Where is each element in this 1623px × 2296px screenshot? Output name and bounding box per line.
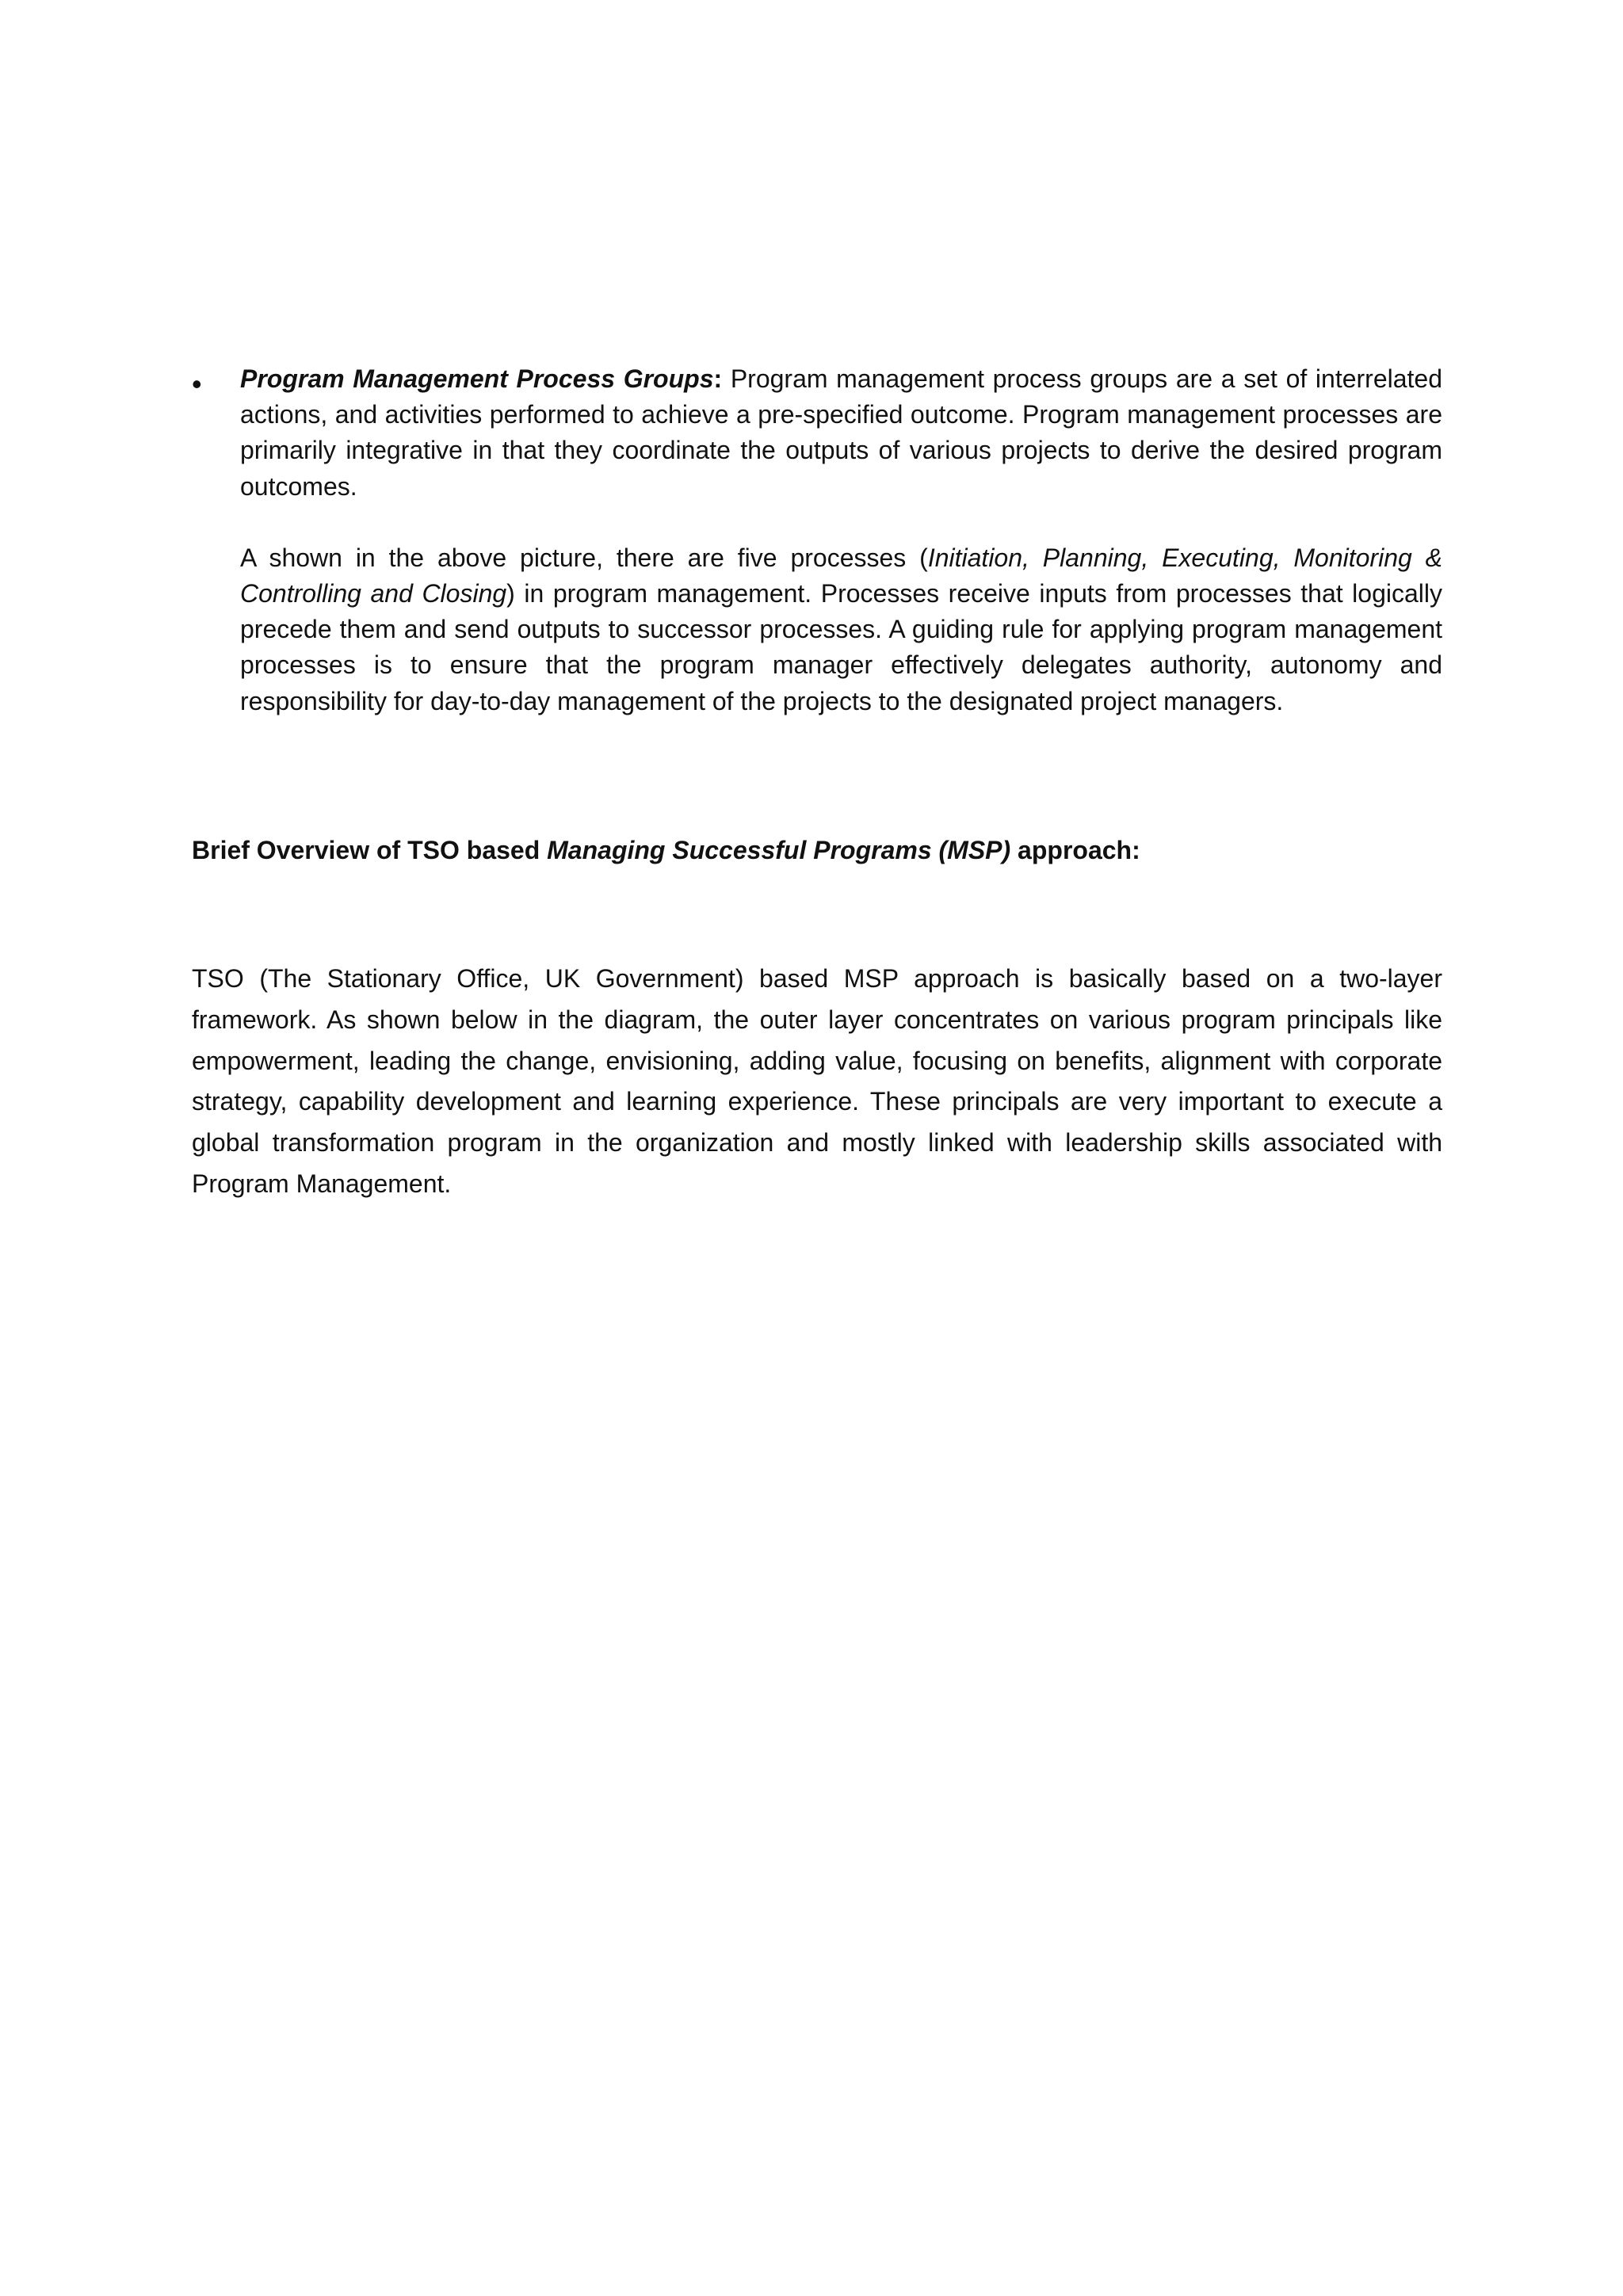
bullet-para2-prefix: A shown in the above picture, there are five processes ( xyxy=(240,543,928,572)
bullet-paragraph-1 xyxy=(240,361,1442,505)
bullet-term-colon: : xyxy=(713,364,723,393)
section-heading-msp xyxy=(192,833,1442,868)
heading-suffix: approach: xyxy=(1010,836,1140,864)
bullet-marker: • xyxy=(192,368,202,400)
bullet-intro-text: Program management process groups are a set of interrelated actions, and activities performed to achieve a pre-specified outcome. Program management processes are primarily integrative in that they coordinate the outputs of various projects to derive the desired program outcomes. xyxy=(240,364,1443,501)
bullet-paragraph-2 xyxy=(240,540,1442,719)
body-paragraph-tso: TSO (The Stationary Office, UK Government) based MSP approach is basically based on a two-layer framework. As shown below in the diagram, the outer layer concentrates on various program principals like empowerment, leading the change, envisioning, adding value, focusing on benefits, alignment with corporate strategy, capability development and learning experience. These principals are very important to execute a global transformation program in the organization and mostly linked with leadership skills associated with Program Management. xyxy=(192,964,1442,1198)
bullet-para2-processes: Initiation, Planning, Executing, Monitoring & Controlling and Closing xyxy=(240,543,1443,608)
bullet-item-process-groups xyxy=(192,361,1442,719)
bullet-body xyxy=(240,361,1442,719)
bullet-para2-suffix: ) in program management. Processes receive inputs from processes that logically precede them and send outputs to successor processes. A guiding rule for applying program management processes is to ensure that the program manager effectively delegates authority, autonomy and responsibility for day-to-day management of the projects to the designated project managers. xyxy=(240,579,1443,715)
bullet-term: Program Management Process Groups xyxy=(240,364,714,393)
heading-emphasis: Managing Successful Programs (MSP) xyxy=(547,836,1011,864)
heading-prefix: Brief Overview of TSO based xyxy=(192,836,548,864)
